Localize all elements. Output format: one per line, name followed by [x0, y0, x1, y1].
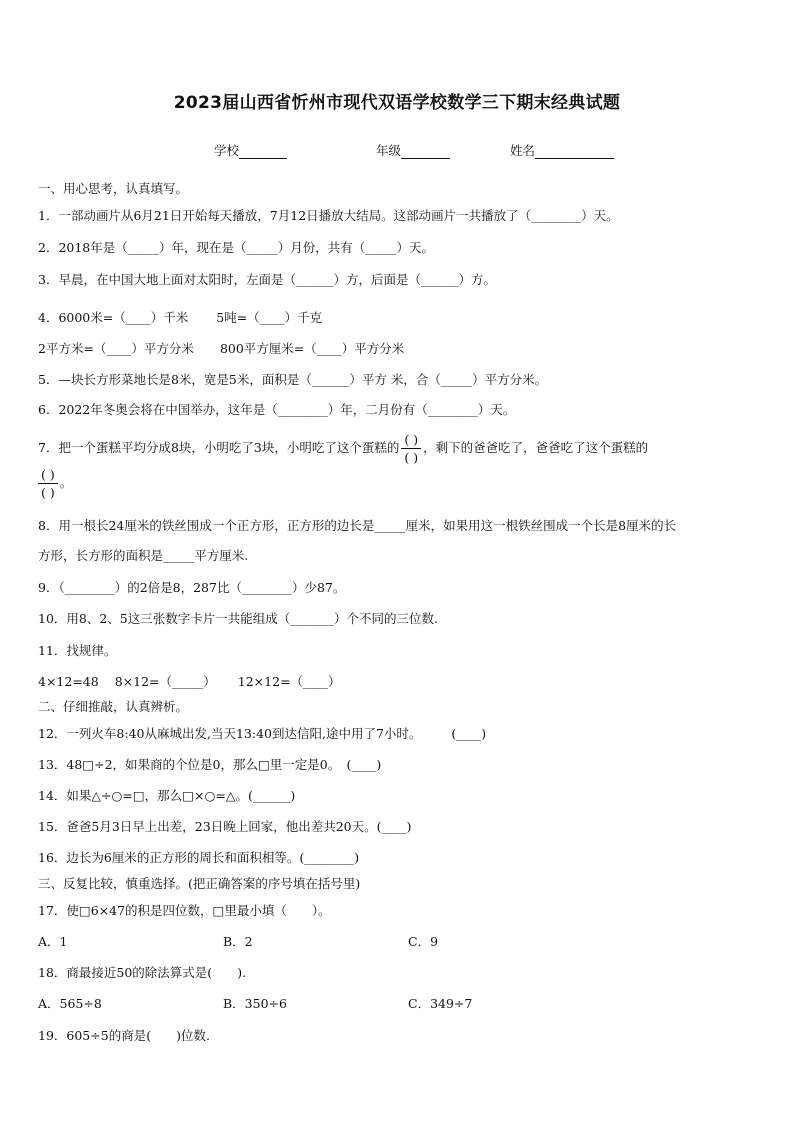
- question-18: 18．商最接近50的除法算式是( ).: [38, 965, 247, 980]
- question-4-row-2: [38, 341, 404, 357]
- question-6: 6．2022年冬奥会将在中国举办，这年是（________）年，二月份有（________）天。: [38, 402, 516, 417]
- question-5: 5．—块长方形菜地长是8米，宽是5米，面积是（______）平方 米，合（_____）平方分米。: [38, 372, 548, 387]
- question-4-row-1: [38, 310, 322, 326]
- question-10: 10．用8、2、5这三张数字卡片一共能组成（_______）个不同的三位数.: [38, 611, 438, 626]
- fraction-denominator: ( ): [404, 450, 419, 465]
- option-c[interactable]: C．9: [408, 934, 439, 949]
- question-7-end: 。: [59, 475, 73, 490]
- question-14: 14．如果△÷○=□，那么□×○=△。(______): [38, 788, 296, 803]
- school-label: 学校: [214, 143, 240, 158]
- school-field: [214, 141, 287, 159]
- question-12-row: [38, 726, 486, 742]
- fraction-denominator: ( ): [41, 485, 55, 500]
- question-11c: 12×12=（____）: [237, 674, 341, 689]
- question-9: 9．（________）的2倍是8，287比（________）少87。: [38, 580, 346, 595]
- question-4c: 2平方米=（____）平方分米: [38, 341, 194, 356]
- question-8-line-1: 8．用一根长24厘米的铁丝围成一个正方形，正方形的边长是_____厘米，如果用这一根铁丝围成一个长是8厘米的长: [38, 518, 677, 533]
- fraction-numerator: ( ): [401, 432, 421, 449]
- question-4b: 5吨=（____）千克: [216, 310, 323, 325]
- grade-blank[interactable]: [401, 145, 450, 159]
- fraction-blank-2[interactable]: [38, 467, 58, 500]
- name-blank[interactable]: [535, 145, 614, 159]
- question-7-line-2: [38, 467, 72, 500]
- page-title: 2023届山西省忻州市现代双语学校数学三下期末经典试题: [173, 93, 621, 113]
- question-13: 13．48□÷2，如果商的个位是0，那么□里一定是0。 (____): [38, 757, 382, 772]
- fraction-blank-1[interactable]: [401, 432, 421, 465]
- question-4d: 800平方厘米=（____）平方分米: [219, 341, 405, 356]
- question-7a: 7．把一个蛋糕平均分成8块，小明吃了3块，小明吃了这个蛋糕的: [38, 440, 400, 455]
- option-b[interactable]: B．2: [223, 934, 253, 949]
- question-1: 1．一部动画片从6月21日开始每天播放，7月12日播放大结局。这部动画片一共播放了（________）天。: [38, 208, 619, 223]
- question-4a: 4．6000米=（____）千米: [38, 310, 189, 325]
- section-heading-3: 三、反复比较，慎重选择。(把正确答案的序号填在括号里): [38, 876, 361, 891]
- question-3: 3．早晨，在中国大地上面对太阳时，左面是（______）方，后面是（______）方。: [38, 272, 496, 287]
- question-12: 12．一列火车8:40从麻城出发,当天13:40到达信阳,途中用了7小时。: [38, 726, 422, 741]
- question-16: 16．边长为6厘米的正方形的周长和面积相等。(________): [38, 850, 360, 865]
- section-heading-2: 二、仔细推敲，认真辨析。: [38, 699, 189, 714]
- question-19: 19．605÷5的商是( )位数.: [38, 1028, 210, 1043]
- name-label: 姓名: [510, 143, 536, 158]
- question-11b: 8×12=（_____）: [114, 674, 216, 689]
- question-11a: 4×12=48: [38, 674, 99, 689]
- question-7b: ，剩下的爸爸吃了，爸爸吃了这个蛋糕的: [423, 440, 649, 455]
- fraction-numerator: ( ): [38, 467, 58, 484]
- question-2: 2．2018年是（_____）年，现在是（_____）月份，共有（_____）天。: [38, 240, 435, 255]
- grade-field: [376, 141, 450, 159]
- question-15: 15．爸爸5月3日早上出差，23日晚上回家，他出差共20天。(____): [38, 819, 412, 834]
- school-blank[interactable]: [239, 145, 287, 159]
- question-12-blank[interactable]: (____): [451, 726, 487, 741]
- question-8-line-2: 方形，长方形的面积是_____平方厘米.: [38, 548, 249, 563]
- option-b[interactable]: B．350÷6: [223, 996, 287, 1011]
- question-11: 11．找规律。: [38, 643, 117, 658]
- option-a[interactable]: A．1: [38, 934, 68, 949]
- name-field: [510, 141, 614, 159]
- section-heading-1: 一、用心思考，认真填写。: [38, 181, 189, 196]
- option-a[interactable]: A．565÷8: [38, 996, 102, 1011]
- question-17: 17．使□6×47的积是四位数，□里最小填（ ）。: [38, 903, 331, 918]
- option-c[interactable]: C．349÷7: [408, 996, 473, 1011]
- question-7-line-1: [38, 432, 648, 465]
- question-11-row: [38, 674, 341, 690]
- grade-label: 年级: [376, 143, 402, 158]
